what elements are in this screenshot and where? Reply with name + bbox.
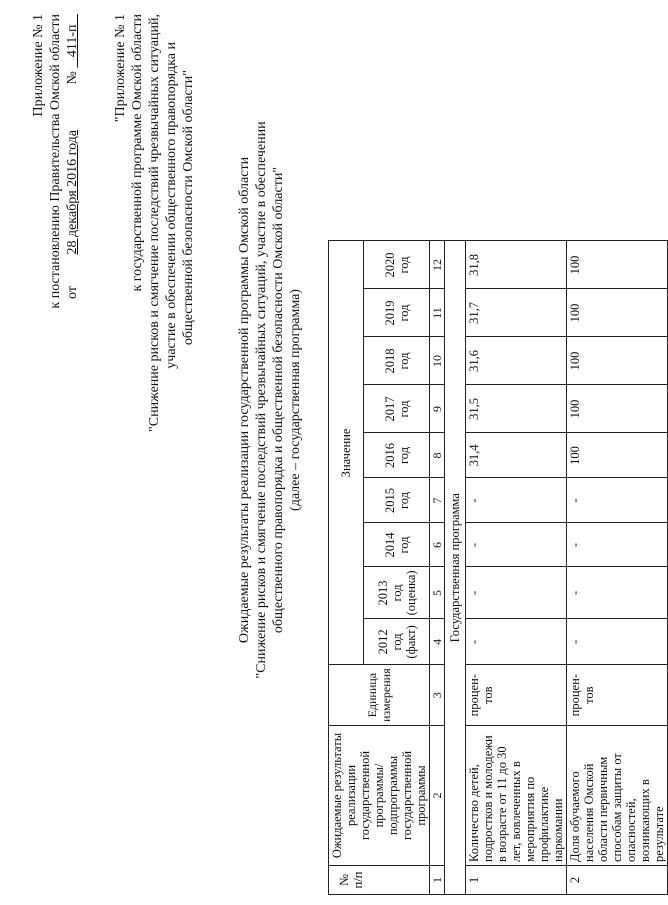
results-table — [328, 240, 668, 895]
decree-date-line — [64, 14, 81, 309]
header-year-2018: 2018 год — [364, 337, 430, 385]
col-number: 7 — [430, 478, 445, 523]
header-year-2015: 2015 год — [364, 478, 430, 523]
col-number: 1 — [430, 866, 445, 895]
appendix-header — [30, 14, 81, 309]
title-line-2: "Снижение рисков и смягчение последствий чрезвычайных ситуаций, участие в обеспечении — [254, 121, 269, 679]
header-year-2014: 2014 год — [364, 523, 430, 567]
row-value-2016: 31,4 — [466, 433, 567, 478]
column-number-row — [430, 241, 445, 895]
prior-appendix-header — [112, 14, 197, 432]
row-value-2012: - — [466, 619, 567, 665]
table-row — [466, 241, 567, 895]
row-unit: процен-тов — [466, 665, 567, 726]
appendix-number: Приложение № 1 — [31, 14, 46, 117]
header-year-2017: 2017 год — [364, 385, 430, 433]
prior-program-title-3: общественной безопасности Омской области" — [181, 70, 196, 346]
row-number: 2 — [567, 866, 668, 895]
col-number: 2 — [430, 726, 445, 866]
row-unit: процен-тов — [567, 665, 668, 726]
col-number: 6 — [430, 523, 445, 567]
col-number: 10 — [430, 337, 445, 385]
row-value-2015: - — [567, 478, 668, 523]
header-unit: Единица измерения — [329, 665, 430, 726]
row-value-2019: 100 — [567, 289, 668, 337]
prior-appendix-number: "Приложение № 1 — [113, 14, 128, 123]
decree-number-text: 411-п — [65, 24, 80, 58]
section-title: Государственная программа — [445, 241, 466, 895]
header-year-2012: 2012 год (факт) — [364, 619, 430, 665]
decree-date: 28 декабря 2016 года — [65, 130, 80, 255]
decree-reference: к постановлению Правительства Омской области — [48, 14, 63, 309]
header-num: № п/п — [329, 866, 430, 895]
col-number: 9 — [430, 385, 445, 433]
title-line-3: общественного правопорядка и общественной безопасности Омской области" — [271, 166, 286, 634]
row-value-2017: 100 — [567, 385, 668, 433]
row-value-2015: - — [466, 478, 567, 523]
number-prefix: № — [65, 71, 80, 85]
row-value-2013: - — [466, 567, 567, 619]
header-result: Ожидаемые результаты реализации государственной программы/подпрограммы государственной программы — [329, 726, 430, 866]
row-value-2012: - — [567, 619, 668, 665]
row-value-2017: 31,5 — [466, 385, 567, 433]
section-row — [445, 241, 466, 895]
row-value-2018: 31,6 — [466, 337, 567, 385]
header-row-1 — [329, 241, 364, 895]
row-value-2013: - — [567, 567, 668, 619]
row-value-2020: 100 — [567, 241, 668, 289]
table-row — [567, 241, 668, 895]
row-value-2014: - — [567, 523, 668, 567]
header-year-2013: 2013 год (оценка) — [364, 567, 430, 619]
date-prefix: от — [65, 286, 80, 299]
document-title — [236, 100, 304, 700]
title-line-1: Ожидаемые результаты реализации государственной программы Омской области — [237, 156, 252, 644]
row-value-2014: - — [466, 523, 567, 567]
prior-program-reference: к государственной программе Омской области — [130, 14, 145, 292]
col-number: 5 — [430, 567, 445, 619]
col-number: 4 — [430, 619, 445, 665]
col-number: 11 — [430, 289, 445, 337]
row-value-2020: 31,8 — [466, 241, 567, 289]
decree-number — [65, 14, 80, 68]
prior-program-title-2: участие в обеспечении общественного правопорядка и — [164, 42, 179, 369]
row-result: Доля обучаемого населения Омской области первичным способам защиты от опасностей, возникающих в результате — [567, 726, 668, 866]
col-number: 3 — [430, 665, 445, 726]
row-value-2016: 100 — [567, 433, 668, 478]
row-value-2018: 100 — [567, 337, 668, 385]
title-line-4: (далее – государственная программа) — [288, 289, 303, 511]
header-value: Значение — [329, 241, 364, 665]
row-number: 1 — [466, 866, 567, 895]
header-year-2020: 2020 год — [364, 241, 430, 289]
row-result: Количество детей, подростков и молодежи в возрасте от 11 до 30 лет, вовлеченных в мероприятия по профилактике наркомании — [466, 726, 567, 866]
col-number: 12 — [430, 241, 445, 289]
col-number: 8 — [430, 433, 445, 478]
header-year-2016: 2016 год — [364, 433, 430, 478]
prior-program-title-1: "Снижение рисков и смягчение последствий чрезвычайных ситуаций, — [147, 14, 162, 432]
row-value-2019: 31,7 — [466, 289, 567, 337]
header-year-2019: 2019 год — [364, 289, 430, 337]
